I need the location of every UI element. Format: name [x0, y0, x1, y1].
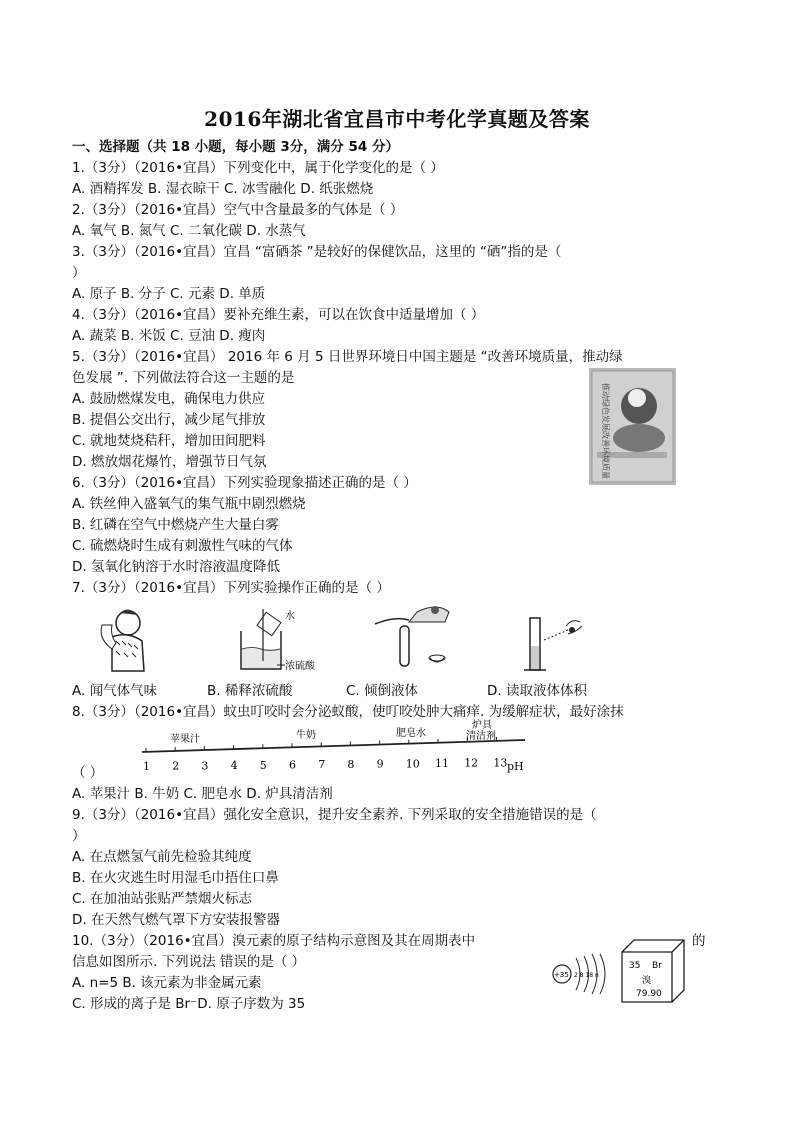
- q5-option-d: D. 燃放烟花爆竹，增强节日气氛: [72, 454, 267, 470]
- q10-options-cd: C. 形成的离子是 Br⁻D. 原子序数为 35: [72, 996, 306, 1012]
- periodic-table-cell: [620, 938, 686, 1004]
- q10-stem-tail: 的: [692, 933, 706, 949]
- q10-options-ab: A. n=5 B. 该元素为非金属元素: [72, 975, 262, 991]
- q3-stem: 3.（3分）（2016•宜昌）宜昌 “富硒茶 ”是较好的保健饮品，这里的 “硒”指的是（: [72, 244, 562, 260]
- q7-option-d: D. 读取液体体积: [487, 683, 587, 699]
- q6-stem: 6.（3分）（2016•宜昌）下列实验现象描述正确的是（ ）: [72, 475, 417, 491]
- q7-option-a: A. 闻气体气味: [72, 683, 158, 699]
- q3-options: A. 原子 B. 分子 C. 元素 D. 单质: [72, 286, 266, 302]
- ph-tick-label: 13: [493, 756, 508, 770]
- cell-name: 溴: [642, 976, 652, 986]
- q6-option-d: D. 氢氧化钠溶于水时溶液温度降低: [72, 559, 280, 575]
- q10-stem: 10.（3分）（2016•宜昌）溴元素的原子结构示意图及其在周期表中: [72, 933, 476, 949]
- ph-label-apple: 苹果汁: [170, 734, 200, 745]
- q5-option-b: B. 提倡公交出行，减少尾气排放: [72, 412, 266, 428]
- dilute-acid-image: [233, 605, 323, 675]
- ph-label-milk: 牛奶: [296, 730, 316, 741]
- smell-gas-image: [92, 605, 152, 675]
- q8-stem: 8.（3分）（2016•宜昌）蚊虫叮咬时会分泌蚁酸，使叮咬处肿大痛痒. 为缓解症状，最好涂抹: [72, 704, 624, 720]
- q7-stem: 7.（3分）（2016•宜昌）下列实验操作正确的是（ ）: [72, 580, 390, 596]
- q5-stem: 5.（3分）（2016•宜昌） 2016 年 6 月 5 日世界环境日中国主题是 “改善环境质量，推动绿: [72, 349, 623, 365]
- q6-option-c: C. 硫燃烧时生成有刺激性气味的气体: [72, 538, 293, 554]
- ph-tick-label: 3: [201, 759, 209, 773]
- q1-options: A. 酒精挥发 B. 湿衣晾干 C. 冰雪融化 D. 纸张燃烧: [72, 181, 374, 197]
- section-heading: 一、选择题（共 18 小题，每小题 3分，满分 54 分）: [72, 139, 399, 155]
- read-volume-image: [520, 612, 590, 672]
- water-label: 水: [285, 611, 295, 622]
- ph-scale: [130, 722, 530, 778]
- q9-option-d: D. 在天然气燃气罩下方安装报警器: [72, 912, 280, 928]
- q5-option-c: C. 就地焚烧秸秆，增加田间肥料: [72, 433, 266, 449]
- q6-option-a: A. 铁丝伸入盛氧气的集气瓶中剧烈燃烧: [72, 496, 306, 512]
- q2-stem: 2.（3分）（2016•宜昌）空气中含量最多的气体是（ ）: [72, 202, 404, 218]
- poster-text: 推动绿色发展改善环境质量: [601, 383, 610, 479]
- ph-tick-label: 8: [347, 757, 355, 771]
- ph-tick-label: 12: [464, 756, 479, 770]
- q9-option-b: B. 在火灾逃生时用湿毛巾捂住口鼻: [72, 870, 279, 886]
- pour-liquid-image: [375, 600, 465, 675]
- atom-shells: 2 8 18 n: [574, 972, 599, 979]
- q8-blank: （ ）: [72, 765, 104, 781]
- page-title: 2016年湖北省宜昌市中考化学真题及答案: [204, 107, 590, 131]
- ph-label-cleaner-2: 清洁剂: [466, 731, 496, 742]
- q9-stem-cont: ）: [72, 828, 86, 844]
- q7-option-c: C. 倾倒液体: [346, 683, 419, 699]
- q2-options: A. 氧气 B. 氮气 C. 二氧化碳 D. 水蒸气: [72, 223, 306, 239]
- ph-tick-label: 5: [259, 758, 267, 772]
- atom-structure-diagram: [548, 950, 620, 996]
- environment-poster-image: [589, 368, 676, 485]
- ph-tick-label: 9: [376, 757, 384, 771]
- q8-options: A. 苹果汁 B. 牛奶 C. 肥皂水 D. 炉具清洁剂: [72, 786, 333, 802]
- ph-tick-label: 4: [230, 759, 238, 773]
- ph-tick-label: 7: [318, 758, 326, 772]
- q4-stem: 4.（3分）（2016•宜昌）要补充维生素，可以在饮食中适量增加（ ）: [72, 307, 485, 323]
- ph-unit: pH: [507, 760, 524, 773]
- atom-nucleus: +35: [554, 971, 569, 979]
- q9-option-a: A. 在点燃氢气前先检验其纯度: [72, 849, 252, 865]
- q9-stem: 9.（3分）（2016•宜昌）强化安全意识，提升安全素养. 下列采取的安全措施错误的是（: [72, 807, 597, 823]
- cell-number: 35: [629, 961, 641, 971]
- q9-option-c: C. 在加油站张贴严禁烟火标志: [72, 891, 253, 907]
- ph-tick-label: 10: [405, 757, 420, 771]
- q6-option-b: B. 红磷在空气中燃烧产生大量白雾: [72, 517, 279, 533]
- acid-label: 浓硫酸: [285, 661, 315, 672]
- q4-options: A. 蔬菜 B. 米饭 C. 豆油 D. 瘦肉: [72, 328, 266, 344]
- q10-stem-cont: 信息如图所示. 下列说法 错误的是（ ）: [72, 954, 306, 970]
- ph-tick-label: 1: [143, 760, 150, 773]
- cell-mass: 79.90: [636, 989, 662, 999]
- q5-option-a: A. 鼓励燃煤发电，确保电力供应: [72, 391, 266, 407]
- q3-stem-cont: ）: [72, 265, 86, 281]
- ph-tick-label: 11: [435, 757, 449, 770]
- q5-stem-cont: 色发展 ”. 下列做法符合这一主题的是: [72, 370, 295, 386]
- ph-label-cleaner-1: 炉具: [472, 720, 492, 731]
- q7-option-b: B. 稀释浓硫酸: [207, 683, 293, 699]
- cell-symbol: Br: [652, 961, 662, 971]
- q1-stem: 1.（3分）（2016•宜昌）下列变化中，属于化学变化的是（ ）: [72, 160, 444, 176]
- ph-tick-label: 6: [289, 758, 296, 772]
- ph-label-soap: 肥皂水: [396, 728, 426, 739]
- ph-tick-label: 2: [172, 759, 180, 773]
